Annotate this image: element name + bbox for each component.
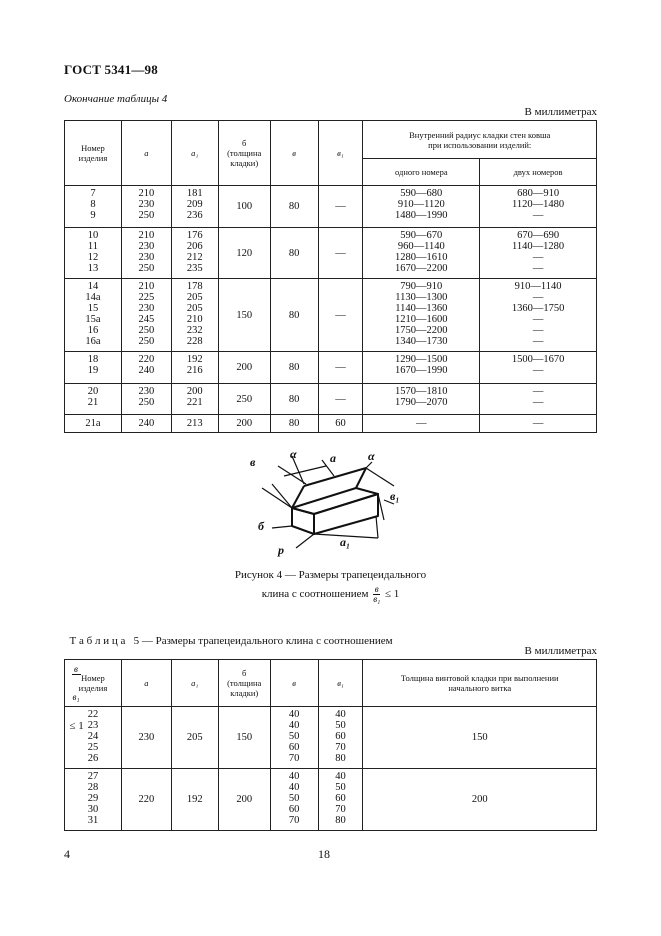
cell-two-numbers: 910—1140 — 1360—1750 — — — (480, 279, 597, 352)
table-row (65, 228, 597, 279)
table-5-title-text: Т а б л и ц а 5 — Размеры трапецеидального клина с соотношением (69, 635, 393, 647)
fraction-denominator: в₁ (373, 594, 381, 604)
cell-a1: 205 (171, 707, 218, 769)
cell-number: 22 23 24 25 26 (65, 707, 122, 769)
cell-b: 150 (218, 279, 270, 352)
ratio-fraction (373, 585, 380, 604)
cell-one-number: 790—910 1130—1300 1140—1360 1210—1600 1750—2200 1340—1730 (363, 279, 480, 352)
unit-label: В миллиметрах (524, 106, 597, 118)
fraction-numerator: в (72, 665, 81, 675)
cell-a1: 192 216 (171, 352, 218, 384)
cell-a: 210 225 230 245 250 250 (121, 279, 171, 352)
cell-number: 21а (65, 415, 122, 433)
figure-label-v: в (250, 455, 256, 469)
cell-a1: 178 205 205 210 232 228 (171, 279, 218, 352)
cell-v: 40 40 50 60 70 (270, 769, 318, 831)
cell-one-number: 590—680 910—1120 1480—1990 (363, 186, 480, 228)
cell-one-number: — (363, 415, 480, 433)
cell-a1: 181 209 236 (171, 186, 218, 228)
figure-label-a: а (330, 451, 336, 465)
cell-v1: — (318, 279, 363, 352)
cell-a: 240 (121, 415, 171, 433)
cell-v: 80 (270, 279, 318, 352)
figure-caption-line2 (64, 585, 597, 604)
cell-two-numbers: — (480, 415, 597, 433)
header-b-thickness: б (толщина кладки) (218, 660, 270, 707)
header-v1: в₁ (318, 121, 363, 186)
figure-label-b: б (258, 519, 264, 533)
cell-a: 210 230 250 (121, 186, 171, 228)
table-row (65, 384, 597, 415)
cell-two-numbers: — — (480, 384, 597, 415)
cell-a: 220 (121, 769, 171, 831)
cell-v: 80 (270, 384, 318, 415)
fraction-denominator: в₁ (72, 692, 80, 702)
figure-caption-line1: Рисунок 4 — Размеры трапецеидального (234, 569, 427, 581)
cell-v1: 40 50 60 70 80 (318, 769, 363, 831)
cell-a1: 176 206 212 235 (171, 228, 218, 279)
cell-number: 27 28 29 30 31 (65, 769, 122, 831)
header-a1: а₁ (171, 121, 218, 186)
header-product-number: Номер изделия (65, 121, 122, 186)
cell-v1: — (318, 228, 363, 279)
table-5-title-tail: ≤ 1 (69, 720, 84, 732)
cell-two-numbers: 1500—1670 — (480, 352, 597, 384)
figure-label-r: р (278, 543, 284, 557)
cell-v1: — (318, 186, 363, 228)
cell-number: 20 21 (65, 384, 122, 415)
table-row (65, 279, 597, 352)
table-4 (64, 120, 597, 433)
cell-thickness: 150 (363, 707, 597, 769)
cell-one-number: 590—670 960—1140 1280—1610 1670—2200 (363, 228, 480, 279)
cell-one-number: 1290—1500 1670—1990 (363, 352, 480, 384)
header-b-thickness: б (толщина кладки) (218, 121, 270, 186)
table-row (65, 707, 597, 769)
cell-two-numbers: 670—690 1140—1280 — — (480, 228, 597, 279)
cell-b: 150 (218, 707, 270, 769)
cell-b: 200 (218, 769, 270, 831)
cell-number: 7 8 9 (65, 186, 122, 228)
trapezoid-wedge-figure (248, 446, 418, 562)
document-title: ГОСТ 5341—98 (64, 62, 158, 77)
cell-a: 220 240 (121, 352, 171, 384)
table-continuation-label: Окончание таблицы 4 (64, 93, 168, 105)
cell-one-number: 1570—1810 1790—2070 (363, 384, 480, 415)
page-number-left: 4 (64, 847, 70, 861)
figure-label-a1: а₁ (340, 535, 351, 549)
cell-a: 230 (121, 707, 171, 769)
cell-v1: — (318, 384, 363, 415)
figure-caption-text: клина с соотношением (261, 588, 369, 601)
cell-v1: — (318, 352, 363, 384)
header-product-number: Номер изделия (65, 660, 122, 707)
header-a: а (121, 660, 171, 707)
cell-a: 210 230 230 250 (121, 228, 171, 279)
figure-label-v1: в₁ (390, 489, 400, 503)
cell-v1: 60 (318, 415, 363, 433)
figure-caption-tail: ≤ 1 (385, 588, 400, 601)
cell-v: 80 (270, 228, 318, 279)
unit-label-table-5: В миллиметрах (524, 645, 597, 657)
header-v: в (270, 121, 318, 186)
cell-b: 200 (218, 415, 270, 433)
header-v: в (270, 660, 318, 707)
cell-number: 18 19 (65, 352, 122, 384)
table-row (65, 415, 597, 433)
table-row (65, 186, 597, 228)
cell-a1: 213 (171, 415, 218, 433)
cell-v: 40 40 50 60 70 (270, 707, 318, 769)
header-v1: в₁ (318, 660, 363, 707)
figure-label-alpha-left: α (290, 447, 297, 461)
cell-two-numbers: 680—910 1120—1480 — (480, 186, 597, 228)
header-screw-masonry-thickness: Толщина винтовой кладки при выполнении начального витка (363, 660, 597, 707)
cell-b: 100 (218, 186, 270, 228)
cell-thickness: 200 (363, 769, 597, 831)
cell-number: 10 11 12 13 (65, 228, 122, 279)
page-number-center: 18 (318, 847, 330, 861)
cell-v: 80 (270, 186, 318, 228)
header-a1: а₁ (171, 660, 218, 707)
header-one-number: одного номера (363, 159, 480, 186)
table-row (65, 352, 597, 384)
cell-a: 230 250 (121, 384, 171, 415)
figure-label-alpha-right: α (368, 449, 375, 463)
cell-a1: 200 221 (171, 384, 218, 415)
table-row (65, 769, 597, 831)
table-5 (64, 659, 597, 831)
header-a: а (121, 121, 171, 186)
header-two-numbers: двух номеров (480, 159, 597, 186)
cell-v: 80 (270, 352, 318, 384)
cell-v: 80 (270, 415, 318, 433)
cell-b: 200 (218, 352, 270, 384)
cell-v1: 40 50 60 70 80 (318, 707, 363, 769)
cell-a1: 192 (171, 769, 218, 831)
fraction-numerator: в (374, 584, 379, 594)
cell-number: 14 14а 15 15а 16 16а (65, 279, 122, 352)
header-inner-radius: Внутренний радиус кладки стен ковша при использовании изделий: (363, 121, 597, 159)
cell-b: 120 (218, 228, 270, 279)
cell-b: 250 (218, 384, 270, 415)
